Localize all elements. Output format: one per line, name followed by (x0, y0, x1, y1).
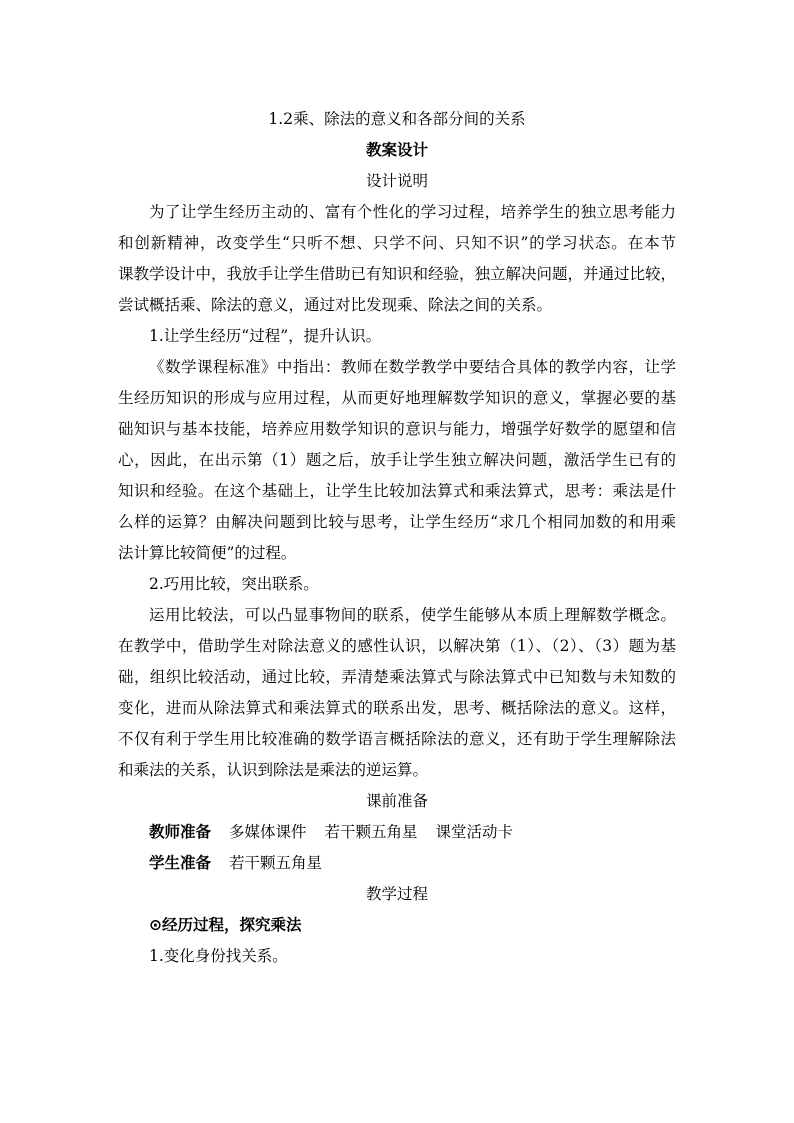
paragraph-line: 为了让学生经历主动的、富有个性化的学习过程，培养学生的独立思考能力 (149, 203, 676, 221)
paragraph-line: 不仅有利于学生用比较准确的数学语言概括除法的意义，还有助于学生理解除法 (118, 730, 676, 748)
process-step-1: 1.变化身份找关系。 (149, 947, 288, 965)
paragraph-line: 和创新精神，改变学生“只听不想、只学不问、只知不识”的学习状态。在本节 (118, 234, 676, 252)
document-subtitle: 教案设计 (365, 141, 428, 159)
teacher-prep-item: 课堂活动卡 (435, 823, 514, 841)
paragraph-curriculum (118, 352, 676, 569)
point-heading-1: 1.让学生经历“过程”，提升认识。 (149, 327, 382, 345)
paragraph-line: 法计算比较简便”的过程。 (118, 544, 297, 562)
section-heading-preparation: 课前准备 (365, 792, 428, 810)
teacher-prep-label: 教师准备 (149, 823, 212, 841)
document-title: 1.2乘、除法的意义和各部分间的关系 (268, 110, 526, 128)
paragraph-intro (118, 197, 676, 321)
paragraph-line: 运用比较法，可以凸显事物间的联系，使学生能够从本质上理解数学概念。 (149, 606, 676, 624)
paragraph-line: 知识和经验。在这个基础上，让学生比较加法算式和乘法算式，思考：乘法是什 (118, 482, 676, 500)
paragraph-comparison (118, 600, 676, 786)
paragraph-line: 么样的运算？由解决问题到比较与思考，让学生经历“求几个相同加数的和用乘 (118, 513, 676, 531)
student-prep-label: 学生准备 (149, 854, 212, 872)
student-preparation-row (118, 848, 676, 879)
paragraph-line: 《数学课程标准》中指出：教师在数学教学中要结合具体的教学内容，让学 (149, 358, 676, 376)
paragraph-line: 课教学设计中，我放手让学生借助已有知识和经验，独立解决问题，并通过比较， (118, 265, 677, 283)
student-prep-item: 若干颗五角星 (229, 854, 323, 872)
paragraph-line: 和乘法的关系，认识到除法是乘法的逆运算。 (118, 761, 429, 779)
section-heading-process: 教学过程 (365, 885, 428, 903)
process-heading: ⊙经历过程，探究乘法 (149, 916, 302, 934)
teacher-prep-item: 若干颗五角星 (324, 823, 418, 841)
paragraph-line: 础，组织比较活动，通过比较，弄清楚乘法算式与除法算式中已知数与未知数的 (118, 668, 676, 686)
point-heading-2: 2.巧用比较，突出联系。 (149, 575, 319, 593)
paragraph-line: 在教学中，借助学生对除法意义的感性认识，以解决第（1）、（2）、（3）题为基 (118, 637, 676, 655)
section-heading-design-note: 设计说明 (365, 172, 428, 190)
paragraph-line: 变化，进而从除法算式和乘法算式的联系出发，思考、概括除法的意义。这样， (118, 699, 676, 717)
teacher-preparation-row (118, 817, 676, 848)
teacher-prep-item: 多媒体课件 (229, 823, 307, 841)
document-body (118, 104, 676, 972)
paragraph-line: 尝试概括乘、除法的意义，通过对比发现乘、除法之间的关系。 (118, 296, 553, 314)
paragraph-line: 生经历知识的形成与应用过程，从而更好地理解数学知识的意义，掌握必要的基 (118, 389, 676, 407)
paragraph-line: 础知识与基本技能，培养应用数学知识的意识与能力，增强学好数学的愿望和信 (118, 420, 676, 438)
paragraph-line: 心，因此，在出示第（1）题之后，放手让学生独立解决问题，激活学生已有的 (118, 451, 676, 469)
